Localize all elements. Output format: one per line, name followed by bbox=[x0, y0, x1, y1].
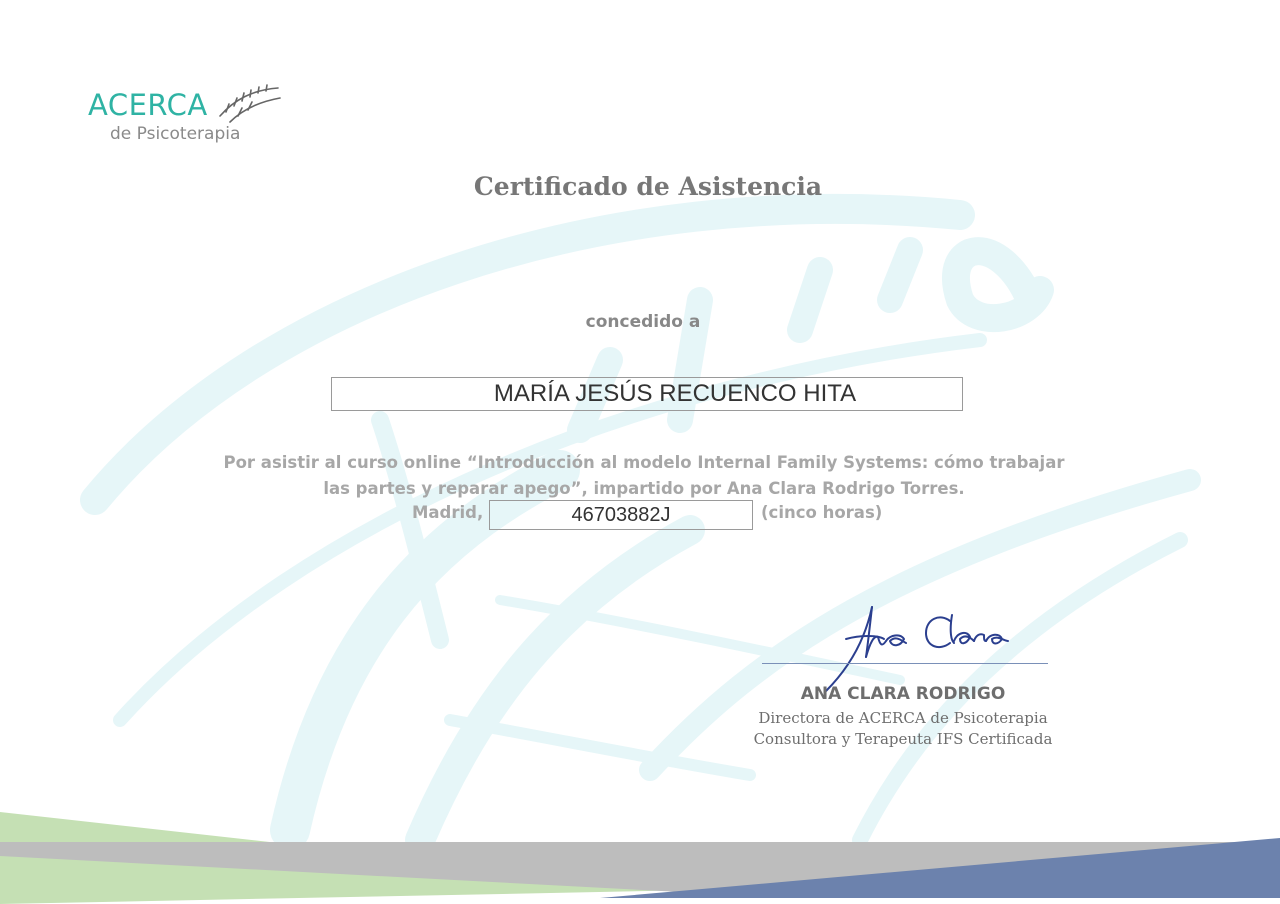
certificate-title: Certificado de Asistencia bbox=[473, 172, 823, 201]
handwritten-signature bbox=[800, 595, 1020, 695]
course-line-2: las partes y reparar apego”, impartido por Ana Clara Rodrigo Torres. bbox=[323, 479, 965, 498]
signatory-name: ANA CLARA RODRIGO bbox=[800, 684, 1006, 704]
granted-to-label: concedido a bbox=[585, 312, 701, 332]
logo-wordmark: ACERCA bbox=[88, 88, 208, 122]
course-line-1: Por asistir al curso online “Introducción al modelo Internal Family Systems: cómo trabajar bbox=[223, 453, 1065, 472]
course-description bbox=[200, 450, 1088, 502]
acerca-logo bbox=[88, 82, 288, 152]
date-line bbox=[0, 500, 1280, 532]
recipient-name-field[interactable]: MARÍA JESÚS RECUENCO HITA bbox=[331, 377, 963, 411]
signatory-role: Directora de ACERCA de Psicoterapia bbox=[758, 709, 1048, 727]
signatory-certification: Consultora y Terapeuta IFS Certificada bbox=[753, 730, 1053, 748]
location-label: Madrid, bbox=[412, 503, 484, 522]
date-field[interactable]: 46703882J bbox=[489, 500, 753, 530]
signature-line bbox=[762, 663, 1048, 664]
fern-icon bbox=[216, 82, 284, 126]
duration-label: (cinco horas) bbox=[761, 503, 883, 522]
logo-subtitle: de Psicoterapia bbox=[110, 124, 241, 144]
